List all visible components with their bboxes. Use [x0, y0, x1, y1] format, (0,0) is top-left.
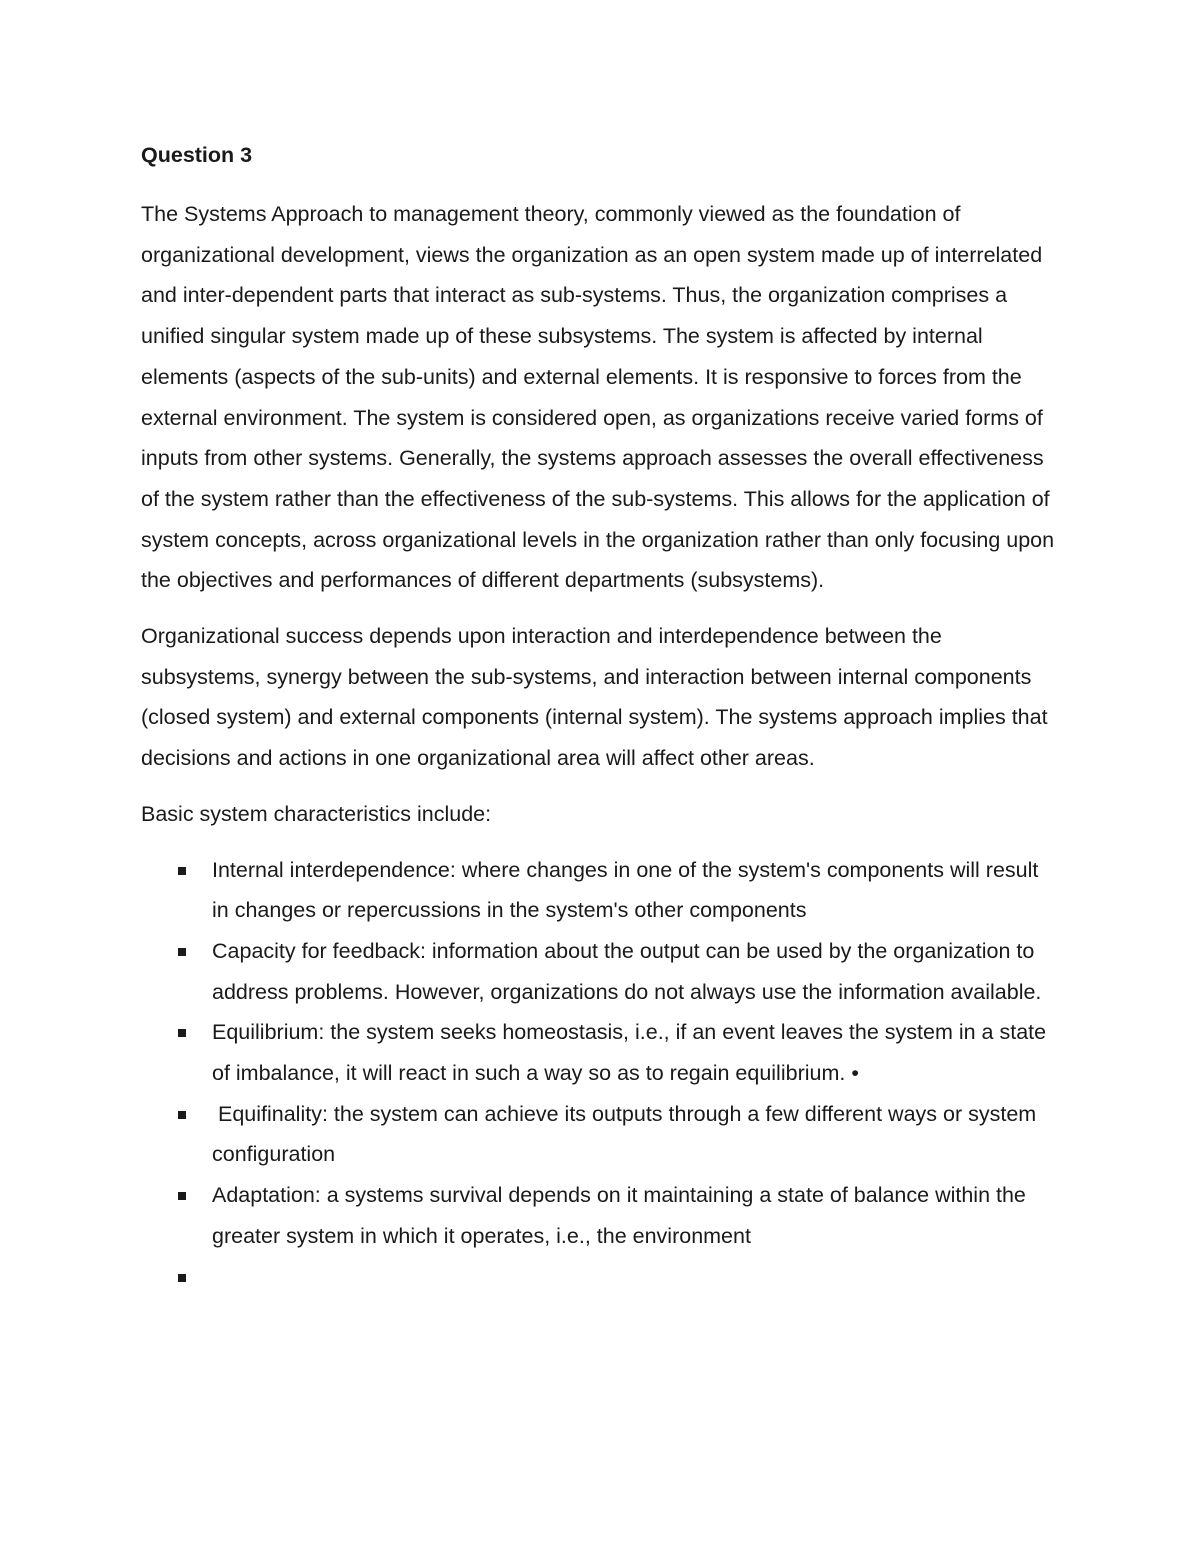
- list-item: [141, 1175, 1061, 1256]
- list-item: [141, 1257, 1061, 1298]
- list-item-text: Equifinality: the system can achieve its outputs through a few different ways or system configuration: [212, 1101, 1043, 1167]
- square-bullet-icon: [178, 1111, 186, 1119]
- paragraph-systems-approach: The Systems Approach to management theory, commonly viewed as the foundation of organizational development, views the organization as an open system made up of interrelated and inter-dependent parts that interact as sub-systems. Thus, the organization comprises a unified singular system made up of these subsystems. The system is affected by internal elements (aspects of the sub-units) and external elements. It is responsive to forces from the external environment. The system is considered open, as organizations receive varied forms of inputs from other systems. Generally, the systems approach assesses the overall effectiveness of the system rather than the effectiveness of the sub-systems. This allows for the application of system concepts, across organizational levels in the organization rather than only focusing upon the objectives and performances of different departments (subsystems).: [141, 202, 1055, 593]
- square-bullet-icon: [178, 1274, 186, 1282]
- characteristics-list: [141, 850, 1061, 1298]
- paragraph-organizational-success: Organizational success depends upon interaction and interdependence between the subsystems, synergy between the sub-systems, and interaction between internal components (closed system) and external components (internal system). The systems approach implies that decisions and actions in one organizational area will affect other areas.: [141, 624, 1048, 771]
- list-item-text: Internal interdependence: where changes in one of the system's components will result in changes or repercussions in the system's other components: [212, 857, 1039, 923]
- list-item-text: Adaptation: a systems survival depends on it maintaining a state of balance within the greater system in which it operates, i.e., the environment: [212, 1183, 1026, 1248]
- paragraph-characteristics-intro: Basic system characteristics include:: [141, 801, 492, 826]
- list-item: [141, 850, 1061, 931]
- list-item: [141, 931, 1061, 1012]
- square-bullet-icon: [178, 948, 186, 956]
- square-bullet-icon: [178, 1192, 186, 1200]
- list-item: [141, 1012, 1061, 1093]
- document-page: [141, 138, 1061, 1298]
- square-bullet-icon: [178, 1029, 186, 1037]
- list-item-text: Equilibrium: the system seeks homeostasis, i.e., if an event leaves the system in a state of imbalance, it will react in such a way so as to regain equilibrium. •: [212, 1020, 1047, 1086]
- square-bullet-icon: [178, 867, 186, 875]
- list-item-text: Capacity for feedback: information about the output can be used by the organization to address problems. However, organizations do not always use the information available.: [212, 938, 1042, 1004]
- question-heading: Question 3: [141, 143, 253, 167]
- list-item: [141, 1094, 1061, 1175]
